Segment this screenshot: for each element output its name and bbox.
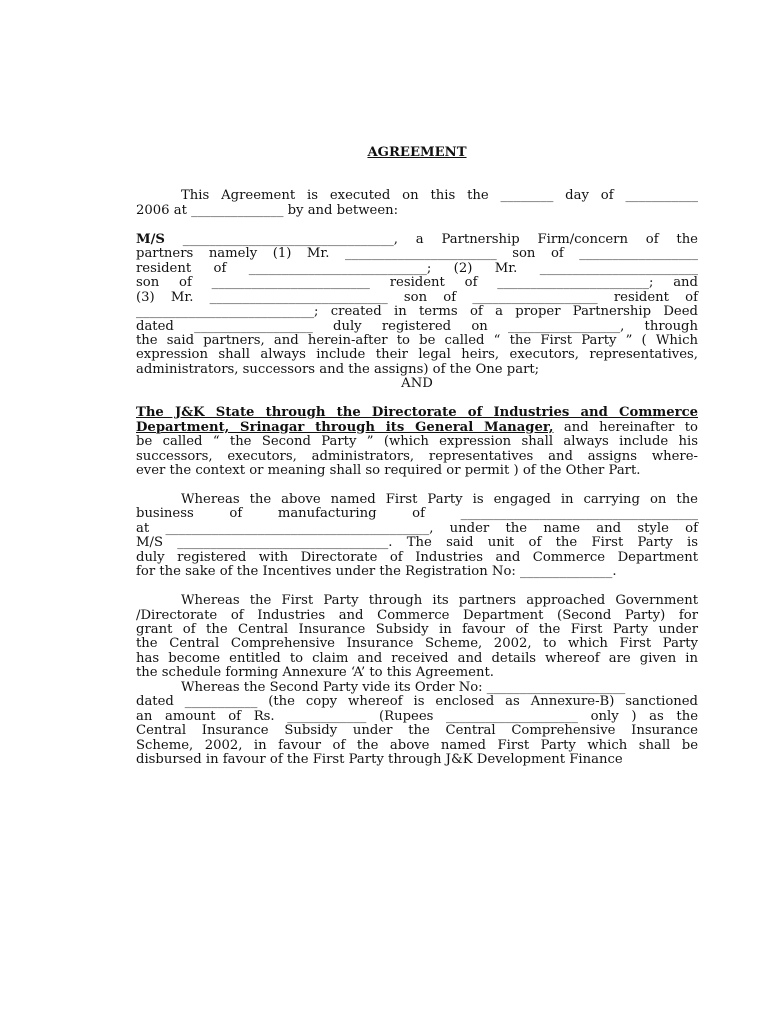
- text-line: the schedule forming Annexure ‘A’ to this Agreement.: [136, 665, 494, 681]
- text-line: for the sake of the Incentives under the Registration No: ______________.: [136, 564, 617, 580]
- second-party-rest: and hereinafter to: [553, 419, 698, 435]
- text-line: son of ________________________ resident of _______________________; and: [136, 275, 698, 291]
- text-line: be called “ the Second Party ” (which expression shall always include his: [136, 434, 698, 450]
- ms-line-rest: ________________________________, a Partnership Firm/concern of the: [164, 231, 698, 247]
- text-line: Whereas the First Party through its partners approached Government: [181, 593, 698, 609]
- text-line: Scheme, 2002, in favour of the above named First Party which shall be: [136, 737, 698, 753]
- text-line: This Agreement is executed on this the ________ day of ___________: [181, 188, 698, 204]
- text-line: (3) Mr. ___________________________ son of ___________________ resident of: [136, 289, 698, 305]
- text-line: successors, executors, administrators, representatives and assigns where-: [136, 448, 698, 464]
- text-line: business of manufacturing of ____________________________________: [136, 506, 698, 522]
- paragraph-subsidy-request: [136, 594, 698, 681]
- text-line: Whereas the above named First Party is engaged in carrying on the: [181, 491, 698, 507]
- text-line: expression shall always include their legal heirs, executors, representatives,: [136, 347, 698, 363]
- text-line: [136, 233, 698, 247]
- text-line: /Directorate of Industries and Commerce Department (Second Party) for: [136, 607, 698, 623]
- agreement-body: [136, 146, 698, 782]
- ms-label: M/S: [136, 231, 165, 247]
- text-line: duly registered with Directorate of Industries and Commerce Department: [136, 549, 698, 565]
- text-line: grant of the Central Insurance Subsidy in favour of the First Party under: [136, 621, 698, 637]
- text-line: dated ___________ (the copy whereof is enclosed as Annexure-B) sanctioned: [136, 694, 698, 710]
- text-line: administrators, successors and the assigns) of the One part;: [136, 361, 540, 377]
- paragraph-second-party: [136, 406, 698, 478]
- text-line: dated __________________ duly registered on _________________, through: [136, 318, 698, 334]
- text-line: ever the context or meaning shall so required or permit ) of the Other Part.: [136, 463, 641, 479]
- paragraph-sanction: [136, 681, 698, 768]
- second-party-name: Department, Srinagar through its General Manager,: [136, 419, 554, 435]
- text-line: an amount of Rs. ____________ (Rupees ____________________ only ) as the: [136, 708, 698, 724]
- text-line: Central Insurance Subsidy under the Central Comprehensive Insurance: [136, 723, 698, 739]
- text-line: at ________________________________________, under the name and style of: [136, 520, 698, 536]
- paragraph-business: [136, 493, 698, 580]
- text-line: partners namely (1) Mr. _______________________ son of __________________: [136, 246, 698, 262]
- text-line: disbursed in favour of the First Party through J&K Development Finance: [136, 752, 623, 768]
- text-line: The J&K State through the Directorate of Industries and Commerce: [136, 405, 698, 421]
- text-line: 2006 at ______________ by and between:: [136, 202, 399, 218]
- paragraph-execution: [136, 189, 698, 218]
- text-line: M/S ________________________________. The said unit of the First Party is: [136, 535, 698, 551]
- text-line: has become entitled to claim and received and details whereof are given in: [136, 650, 698, 666]
- and-label: AND: [401, 376, 433, 392]
- text-line: Whereas the Second Party vide its Order No: _____________________: [181, 679, 626, 695]
- text-line: ___________________________; created in terms of a proper Partnership Deed: [136, 304, 698, 320]
- text-line: [136, 421, 698, 435]
- text-line: the Central Comprehensive Insurance Scheme, 2002, to which First Party: [136, 636, 698, 652]
- paragraph-first-party: [136, 233, 698, 392]
- text-line: the said partners, and herein-after to be called “ the First Party ” ( Which: [136, 332, 698, 348]
- document-title: AGREEMENT: [367, 145, 467, 160]
- text-line: resident of ___________________________; (2) Mr. ________________________: [136, 260, 698, 276]
